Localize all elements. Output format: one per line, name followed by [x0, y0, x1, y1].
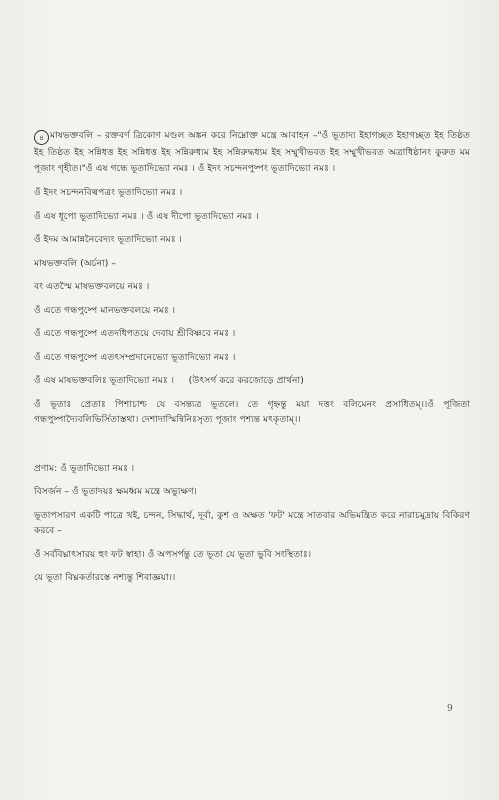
paragraph-pranam: প্রণাম: ওঁ ভূতাদিভ্যো নমঃ । — [34, 462, 135, 474]
page-number: 9 — [447, 704, 453, 714]
paragraph-line: যে ভূতা বিঘ্নকর্তারস্তে নশ্যন্তু শিবাজ্ঞয়া।। — [34, 572, 176, 583]
paragraph-line: ওঁ ইদম আমান্ননৈবেদ্যং ভূতাদিভ্যো নমঃ । — [34, 234, 182, 245]
paragraph-text: মাষভক্তবলি – রক্তবর্ণ ত্রিকোণ মণ্ডল অঙ্কন করে নিম্নোক্ত মন্ত্রে আবাহন –"ওঁ ভূতাদ্য ইহাগচ্ছত ইহাগচ্ছত ইহ তিষ্ঠত ইহ তিষ্ঠত ইহ সন্নিধত্ত ইহ সন্নিধত্ত ইহ সন্নিরুধ্যম ইহ সন্নিরুদ্ধধ্যম ইহ সম্মুখীভবত ইহ সম্মুখীভবত অত্রাধিষ্ঠানং কুরুত মম পূজাং গৃহীত।"ওঁ এষ গন্ধে ভূতাদিভ্যো নমঃ । ওঁ ইদং সচন্দনপুষ্পং ভূতাদিভ্যো নমঃ । — [34, 130, 470, 174]
paragraph-line: ওঁ এষ মাষভক্তবলিঃ ভূতাদিভ্যো নমঃ । (উৎসর্গ করে করজোড়ে প্রার্থনা) — [34, 375, 304, 386]
paragraph-line: ওঁ সর্ববিঘ্নাৎসারয় হুং ফট স্বাহা। ওঁ অপসর্পন্তু তে ভূতা যে ভূতা ভুবি সংস্থিতাঃ। — [34, 548, 312, 560]
paragraph-bhutapasaran: ভূতাপসারণ একটি পাত্রে খই, চন্দন, সিদ্ধার্থ, দূর্বা, কুশ ও অক্ষত 'ফট' মন্ত্রে সাতবার অভিমন্ত্রিত করে নারাচমুদ্রায় বিকিরণ করবে – — [34, 509, 470, 536]
paragraph-line: বং এতস্মৈ মাষভক্তবলয়ে নমঃ । — [34, 281, 150, 292]
section-heading-archana: মাষভক্তবলি (অর্চনা) – — [34, 257, 116, 269]
paragraph-line: ওঁ এতে গন্ধপুষ্পে এতৎসম্প্রদানেভ্যো ভূতাদিভ্যো নমঃ । — [34, 351, 236, 363]
paragraph-line: ওঁ ইদং সচন্দনবিল্বপত্রং ভূতাদিভ্যো নমঃ । — [34, 187, 183, 198]
paragraph-visarjan: বিসর্জন – ওঁ ভূতাদয়ঃ ক্ষমধ্বম মন্ত্রে অভ্যুক্ষণ। — [34, 486, 197, 497]
circled-number-marker: ৪ — [34, 130, 49, 145]
paragraph-prayer: ওঁ ভূতাঃ প্রেতাঃ পিশাচাশ্চ যে বসন্ত্যত্র ভূতলে। তে গৃহ্নন্তু ময়া দত্তং বলিমেনং প্রসাধিতম্।।ওঁ পূজিতা গন্ধপুষ্পাদ্যৈবলিভির্সিতাস্তথা। দেশাদাস্মিন্বিনিঃসৃত্য পূজাং পশ্যন্ত মৎকৃতাম্।। — [34, 398, 470, 425]
paragraph-line: ওঁ এতে গন্ধপুষ্পে এতদধিপতয়ে দেবায় শ্রীবিষ্ণবে নমঃ । — [34, 328, 236, 339]
paragraph-mashbhakta-intro — [34, 128, 470, 176]
page-content — [34, 128, 470, 594]
paragraph-line: ওঁ এষ ধূপো ভূতাদিভ্যো নমঃ । ওঁ এষ দীপো ভূতাদিভ্যো নমঃ । — [34, 210, 259, 222]
paragraph-gap — [34, 437, 470, 461]
paragraph-line: ওঁ এতে গন্ধপুষ্পে মানভক্তবলয়ে নমঃ । — [34, 304, 176, 316]
